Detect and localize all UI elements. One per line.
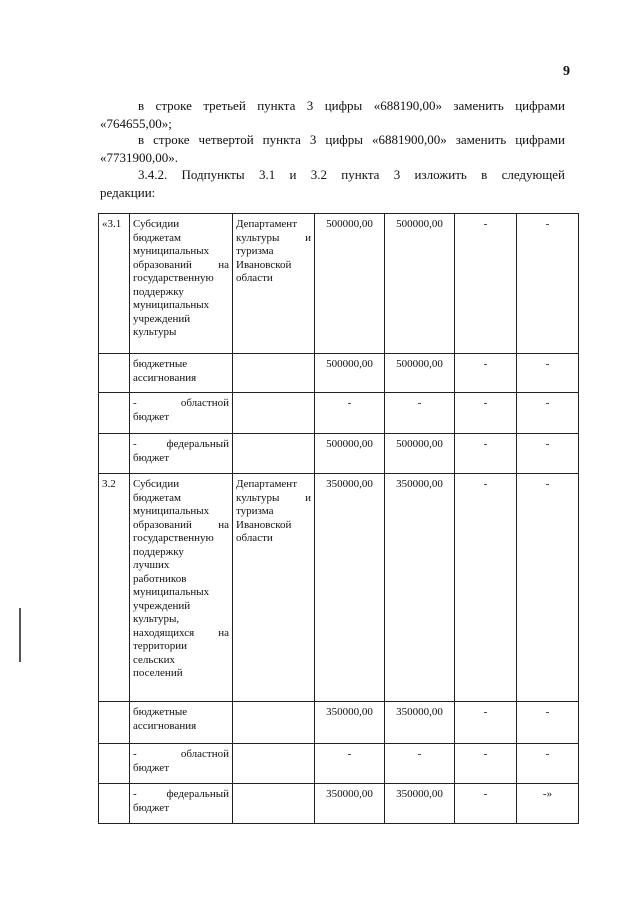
cell-text: Ивановской <box>236 258 292 271</box>
cell-text: находящихся на <box>133 626 229 639</box>
row-name <box>130 474 233 702</box>
table-cell <box>130 434 233 474</box>
cell-text: поселений <box>133 667 183 679</box>
paragraph-row3-change <box>100 97 565 133</box>
table-cell <box>99 784 130 824</box>
cell-text: федеральный <box>166 788 229 800</box>
table-cell: 500000,00 <box>385 354 455 393</box>
table-cell: 500000,00 <box>315 434 385 474</box>
table-cell <box>233 393 315 434</box>
table-cell <box>99 702 130 744</box>
table-cell: - <box>315 744 385 784</box>
table-row-3-2 <box>99 474 579 702</box>
cell-text: Ивановской <box>236 518 292 531</box>
paragraph-line: в строке третьей пункта 3 цифры «688190,00» заменить цифрами <box>138 98 565 113</box>
cell-text: - <box>133 748 137 760</box>
table-cell <box>99 744 130 784</box>
table-cell: 350000,00 <box>385 784 455 824</box>
cell-text <box>133 397 229 411</box>
table-cell: - <box>517 393 579 434</box>
cell-text: лучших <box>133 559 170 571</box>
table-row-3-1-budget <box>99 354 579 393</box>
cell-text: Субсидии <box>133 218 180 230</box>
table-row-3-1-federal <box>99 434 579 474</box>
table-cell: - <box>455 744 517 784</box>
cell-text <box>133 438 229 452</box>
cell-text: государственную <box>133 272 214 284</box>
budget-table <box>98 213 579 824</box>
table-cell: - <box>315 393 385 434</box>
table-row-3-2-federal <box>99 784 579 824</box>
cell-text: - <box>133 438 137 450</box>
paragraph-line <box>100 131 565 149</box>
cell-text: культуры <box>133 326 177 338</box>
cell-text: - <box>133 788 137 800</box>
page-number: 9 <box>563 64 570 79</box>
cell-text: территории <box>133 640 188 652</box>
row-name <box>130 214 233 354</box>
value-year-1: 350000,00 <box>315 474 385 702</box>
cell-text: области <box>236 532 273 544</box>
cell-text: Субсидии <box>133 478 180 490</box>
paragraph-line: «764655,00»; <box>100 116 172 131</box>
cell-text: областной <box>180 397 229 409</box>
paragraph-line: 3.4.2. Подпункты 3.1 и 3.2 пункта 3 изложить в следующей <box>138 167 565 182</box>
cell-text: муниципальных <box>133 505 210 517</box>
table-cell: 350000,00 <box>315 784 385 824</box>
cell-text <box>133 788 229 802</box>
table-cell <box>99 354 130 393</box>
cell-text: бюджет <box>133 451 169 464</box>
table-row-3-1 <box>99 214 579 354</box>
value-year-3: - <box>455 214 517 354</box>
table-cell <box>99 393 130 434</box>
value-year-4: - <box>517 214 579 354</box>
cell-text: бюджет <box>133 801 169 814</box>
cell-text: бюджет <box>133 761 169 774</box>
paragraph-line <box>100 97 565 115</box>
cell-text: работников <box>133 572 187 585</box>
value-year-1: 500000,00 <box>315 214 385 354</box>
cell-text: муниципальных <box>133 586 210 598</box>
paragraph-subitems-intro <box>100 166 565 202</box>
table-cell: - <box>385 393 455 434</box>
cell-text: туризма <box>236 505 274 517</box>
table-cell <box>233 702 315 744</box>
scan-artifact-line <box>19 608 21 662</box>
cell-text: федеральный <box>166 438 229 450</box>
cell-text: области <box>236 272 273 284</box>
cell-text: - <box>133 397 137 409</box>
paragraph-line: редакции: <box>100 185 156 200</box>
cell-text: сельских <box>133 653 176 666</box>
table-cell: - <box>517 744 579 784</box>
table-cell <box>233 784 315 824</box>
table-cell: 350000,00 <box>385 702 455 744</box>
cell-text: Департамент <box>236 218 298 230</box>
cell-text: бюджетам <box>133 231 181 244</box>
table-cell <box>233 434 315 474</box>
cell-text: бюджетные <box>133 706 188 718</box>
table-cell <box>130 393 233 434</box>
value-year-2: 350000,00 <box>385 474 455 702</box>
cell-text: областной <box>180 748 229 760</box>
row-number: «3.1 <box>99 214 130 354</box>
table-cell: 500000,00 <box>315 354 385 393</box>
table-cell <box>130 744 233 784</box>
value-year-2: 500000,00 <box>385 214 455 354</box>
cell-text: образований на <box>133 258 229 271</box>
table-cell: - <box>517 434 579 474</box>
table-cell: - <box>385 744 455 784</box>
paragraph-line: «7731900,00». <box>100 150 178 165</box>
paragraph-line: в строке четвертой пункта 3 цифры «6881900,00» заменить цифрами <box>138 132 565 147</box>
table-row-3-2-regional <box>99 744 579 784</box>
table-cell <box>99 434 130 474</box>
table-cell <box>130 702 233 744</box>
paragraph-line <box>100 166 565 184</box>
table-cell: 350000,00 <box>315 702 385 744</box>
cell-text: поддержку <box>133 285 184 298</box>
cell-text: культуры и <box>236 491 311 504</box>
table-cell: - <box>517 354 579 393</box>
cell-text: учреждений <box>133 312 191 325</box>
cell-text: ассигнования <box>133 719 197 732</box>
cell-text: образований на <box>133 518 229 531</box>
table-cell <box>130 784 233 824</box>
cell-text: культуры и <box>236 231 311 244</box>
cell-text: ассигнования <box>133 371 197 384</box>
cell-text <box>133 748 229 762</box>
table-cell <box>130 354 233 393</box>
table-cell <box>233 744 315 784</box>
table-cell: - <box>455 784 517 824</box>
cell-text: туризма <box>236 245 274 257</box>
cell-text: бюджетам <box>133 491 181 504</box>
cell-text: поддержку <box>133 545 184 558</box>
table-row-3-2-budget <box>99 702 579 744</box>
cell-text: бюджетные <box>133 358 188 370</box>
table-cell: - <box>455 393 517 434</box>
table-cell: -» <box>517 784 579 824</box>
table-cell <box>233 354 315 393</box>
cell-text: муниципальных <box>133 299 210 311</box>
table-cell: - <box>455 434 517 474</box>
cell-text: государственную <box>133 532 214 544</box>
table-cell: - <box>455 354 517 393</box>
cell-text: культуры, <box>133 613 180 625</box>
cell-text: бюджет <box>133 410 169 423</box>
cell-text: Департамент <box>236 478 298 490</box>
row-executor <box>233 214 315 354</box>
table-cell: - <box>455 702 517 744</box>
table-cell: 500000,00 <box>385 434 455 474</box>
table-row-3-1-regional <box>99 393 579 434</box>
cell-text: учреждений <box>133 599 191 612</box>
paragraph-row4-change <box>100 131 565 167</box>
table-cell: - <box>517 702 579 744</box>
value-year-3: - <box>455 474 517 702</box>
row-executor <box>233 474 315 702</box>
row-number: 3.2 <box>99 474 130 702</box>
value-year-4: - <box>517 474 579 702</box>
cell-text: муниципальных <box>133 245 210 257</box>
